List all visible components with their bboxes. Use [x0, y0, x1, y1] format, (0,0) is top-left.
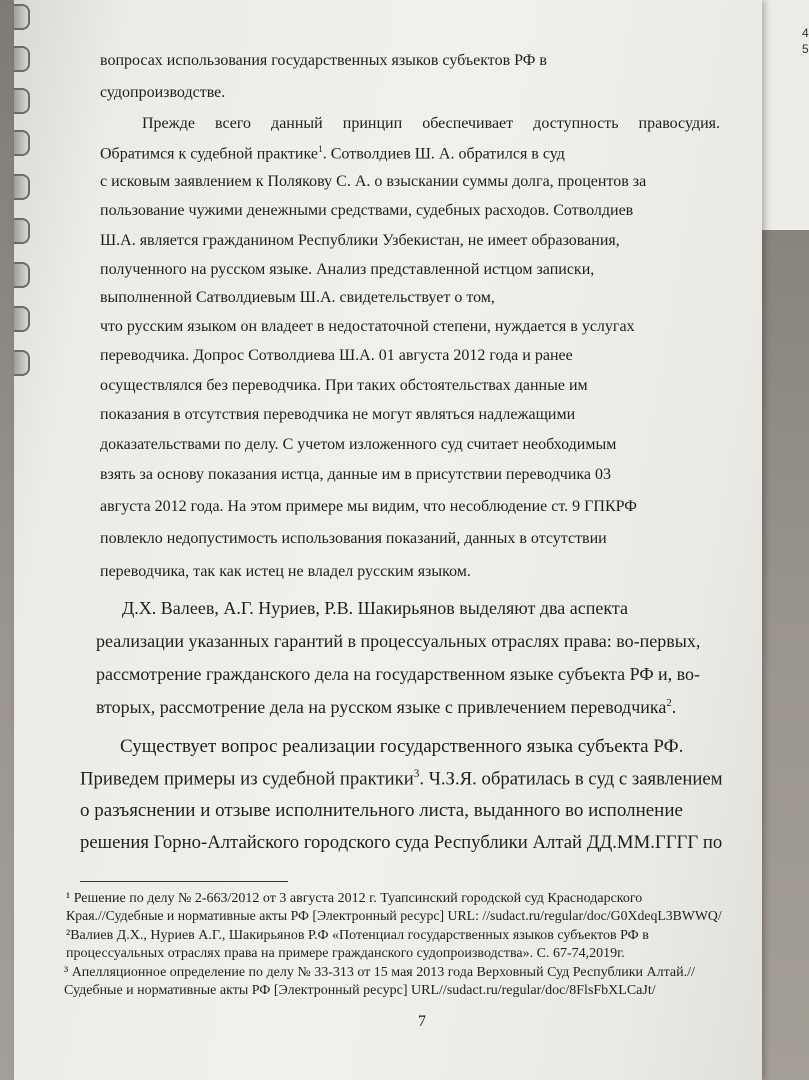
spiral-binding	[14, 0, 36, 1080]
footnote-line: процессуальных отраслях права на примере гражданского судопроизводства». С. 67-74,2019г.	[66, 946, 625, 961]
text-line: вопросах использования государственных языков субъектов РФ в	[100, 52, 547, 69]
text-segment: вторых, рассмотрение дела на русском языке с привлечением переводчика	[96, 697, 667, 717]
text-line: реализации указанных гарантий в процессуальных отраслях права: во-первых,	[96, 631, 701, 651]
text-line: августа 2012 года. На этом примере мы видим, что несоблюдение ст. 9 ГПКРФ	[100, 498, 637, 515]
text-line: рассмотрение гражданского дела на государственном языке субъекта РФ и, во-	[96, 664, 701, 684]
footnote-ref-3: 3	[413, 768, 420, 780]
text-line: доказательствами по делу. С учетом изложенного суд считает необходимым	[100, 436, 617, 453]
binding-coil	[14, 130, 30, 156]
text-segment: Приведем примеры из судебной практики	[80, 768, 414, 790]
text-line: полученного на русском языке. Анализ представленной истцом записки,	[100, 261, 595, 278]
text-line: осуществлялся без переводчика. При таких обстоятельствах данные им	[100, 377, 588, 394]
text-line	[80, 768, 723, 790]
binding-coil	[14, 306, 30, 332]
text-segment: .	[671, 697, 677, 717]
binding-coil	[14, 4, 30, 30]
footnote-line: Края.//Судебные и нормативные акты РФ [Электронный ресурс] URL: //sudact.ru/regular/doc/G0XdeqL3BWWQ/	[66, 909, 722, 924]
footnote-line: ²Валиев Д.Х., Нуриев А.Г., Шакирьянов Р.Ф «Потенциал государственных языков субъектов РФ в	[66, 928, 649, 943]
footnote-line: Судебные и нормативные акты РФ [Электронный ресурс] URL//sudact.ru/regular/doc/8FlsFbXLCaJt/	[64, 983, 656, 998]
text-line: Д.Х. Валеев, А.Г. Нуриев, Р.В. Шакирьянов выделяют два аспекта	[122, 598, 628, 618]
text-line: взять за основу показания истца, данные им в присутствии переводчика 03	[100, 466, 612, 483]
back-sheet-digit: 4	[802, 26, 809, 40]
text-line: переводчика, так как истец не владел русским языком.	[100, 563, 471, 580]
footnote-line: ³ Апелляционное определение по делу № 33-313 от 15 мая 2013 года Верховный Суд Республики Алтай.//	[64, 965, 695, 980]
text-line: что русским языком он владеет в недостаточной степени, нуждается в услугах	[100, 318, 635, 335]
text-line: переводчика. Допрос Сотволдиева Ш.А. 01 августа 2012 года и ранее	[100, 347, 573, 364]
binding-coil	[14, 88, 30, 114]
text-line	[96, 697, 676, 718]
binding-coil	[14, 262, 30, 288]
binding-coil	[14, 46, 30, 72]
document-page	[14, 0, 762, 1080]
text-line: выполненной Сатволдиевым Ш.А. свидетельствует о том,	[100, 289, 495, 306]
text-line: пользование чужими денежными средствами, судебных расходов. Сотволдиев	[100, 202, 634, 219]
page-number: 7	[418, 1013, 426, 1030]
binding-coil	[14, 350, 30, 376]
text-segment: . Сотволдиев Ш. А. обратился в суд	[322, 145, 565, 163]
binding-coil	[14, 218, 30, 244]
text-line: решения Горно-Алтайского городского суда Республики Алтай ДД.ММ.ГГГГ по	[80, 832, 723, 853]
footnote-separator	[80, 881, 288, 882]
footnote-ref-1: 1	[317, 144, 323, 155]
back-sheet-digit: 5	[802, 42, 809, 56]
binding-coil	[14, 174, 30, 200]
text-line: судопроизводстве.	[100, 84, 226, 101]
footnote-line: ¹ Решение по делу № 2-663/2012 от 3 августа 2012 г. Туапсинский городской суд Краснодарского	[66, 891, 643, 906]
text-line: с исковым заявлением к Полякову С. А. о взыскании суммы долга, процентов за	[100, 173, 647, 190]
text-line: о разъяснении и отзыве исполнительного листа, выданного во исполнение	[80, 800, 683, 821]
text-line: показания в отсутствия переводчика не могут являться надлежащими	[100, 406, 576, 423]
footnote-ref-2: 2	[666, 697, 672, 709]
text-line	[100, 144, 565, 163]
text-line: повлекло недопустимость использования показаний, данных в отсутствии	[100, 530, 607, 547]
text-line: Прежде всего данный принцип обеспечивает доступность правосудия.	[142, 115, 720, 132]
text-segment: . Ч.З.Я. обратилась в суд с заявлением	[419, 768, 723, 790]
text-line: Существует вопрос реализации государственного языка субъекта РФ.	[120, 736, 684, 757]
text-line: Ш.А. является гражданином Республики Узбекистан, не имеет образования,	[100, 232, 620, 249]
text-segment: Обратимся к судебной практике	[100, 145, 318, 163]
